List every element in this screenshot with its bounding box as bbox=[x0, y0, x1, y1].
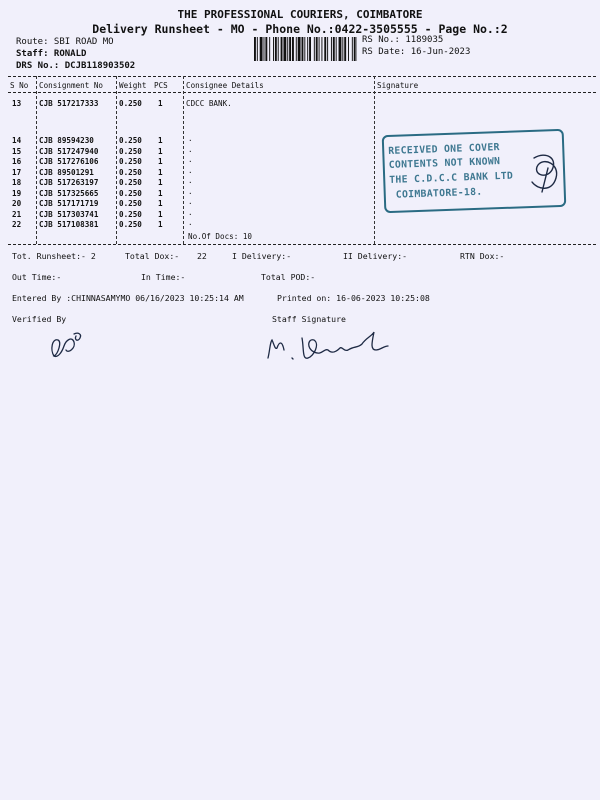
entered-by: Entered By :CHINNASAMYMO 06/16/2023 10:25:14 AM bbox=[12, 293, 244, 303]
drs-label: DRS No.: DCJB118903502 bbox=[16, 61, 136, 71]
barcode-bar bbox=[254, 37, 256, 61]
barcode-bar bbox=[269, 37, 270, 61]
row-consignee: . bbox=[188, 165, 193, 175]
row-consignee: CDCC BANK. bbox=[186, 99, 232, 108]
row-weight: 0.250 bbox=[119, 167, 142, 177]
barcode-bar bbox=[275, 37, 277, 61]
column-divider bbox=[116, 76, 117, 244]
barcode-bar bbox=[309, 37, 311, 61]
row-pcs: 1 bbox=[158, 188, 163, 198]
row-consignment: CJB 517108381 bbox=[39, 220, 99, 229]
barcode-bar bbox=[321, 37, 322, 61]
barcode-bar bbox=[264, 37, 265, 61]
barcode-bar bbox=[348, 37, 349, 61]
company-title: THE PROFESSIONAL COURIERS, COIMBATORE bbox=[177, 8, 423, 21]
row-weight: 0.250 bbox=[119, 99, 142, 108]
row-consignee: . bbox=[188, 144, 193, 154]
barcode-image bbox=[254, 37, 357, 61]
rs-date: RS Date: 16-Jun-2023 bbox=[362, 47, 471, 57]
row-consignment: CJB 517247940 bbox=[39, 146, 99, 156]
in-time: In Time:- bbox=[141, 272, 186, 282]
row-consignee: . bbox=[188, 207, 193, 217]
barcode-bar bbox=[260, 37, 263, 61]
row-consignee: . bbox=[188, 176, 193, 185]
header-consignment: Consignment No bbox=[39, 81, 104, 90]
table-top-rule bbox=[8, 76, 596, 77]
barcode-bar bbox=[304, 37, 305, 61]
header-consignee: Consignee Details bbox=[186, 81, 264, 90]
header-signature: Signature bbox=[377, 81, 419, 90]
row-sno: 18 bbox=[12, 178, 22, 187]
barcode-bar bbox=[333, 37, 335, 61]
row-weight: 0.250 bbox=[119, 220, 142, 229]
barcode-bar bbox=[354, 37, 356, 61]
staff-label: Staff: RONALD bbox=[16, 49, 87, 59]
barcode-bar bbox=[316, 37, 318, 61]
row-consignee: . bbox=[188, 218, 193, 227]
barcode-bar bbox=[273, 37, 274, 61]
row-pcs: 1 bbox=[158, 146, 163, 156]
runsheet-title: Delivery Runsheet - MO - Phone No.:0422-3505555 - Page No.:2 bbox=[92, 22, 508, 36]
row-consignment: CJB 517276106 bbox=[39, 157, 99, 166]
ii-delivery: II Delivery:- bbox=[343, 251, 408, 261]
row-consignment: CJB 517217333 bbox=[39, 99, 99, 108]
row-consignment: CJB 517303741 bbox=[39, 209, 99, 219]
barcode-bar bbox=[324, 37, 326, 61]
row-pcs: 1 bbox=[158, 167, 163, 177]
row-consignment: CJB 517171719 bbox=[39, 199, 99, 208]
row-consignee: . bbox=[188, 197, 193, 206]
row-pcs: 1 bbox=[158, 178, 163, 187]
barcode-bar bbox=[287, 37, 288, 61]
table-header-rule bbox=[8, 92, 596, 93]
printed-on: Printed on: 16-06-2023 10:25:08 bbox=[277, 293, 430, 303]
row-sno: 16 bbox=[12, 157, 22, 166]
barcode-bar bbox=[307, 37, 308, 61]
verified-by-label: Verified By bbox=[12, 314, 67, 324]
barcode-bar bbox=[336, 37, 337, 61]
total-dox-value: 22 bbox=[197, 251, 207, 261]
row-sno: 22 bbox=[12, 220, 22, 229]
stamp-line: RECEIVED ONE COVER bbox=[388, 142, 500, 157]
row-pcs: 1 bbox=[158, 157, 163, 166]
column-divider bbox=[36, 76, 37, 244]
column-divider bbox=[183, 76, 184, 244]
row-weight: 0.250 bbox=[119, 209, 142, 219]
row-weight: 0.250 bbox=[119, 157, 142, 166]
i-delivery: I Delivery:- bbox=[232, 251, 292, 261]
row-sno: 20 bbox=[12, 199, 22, 208]
total-runsheet: Tot. Runsheet:- 2 bbox=[12, 251, 96, 261]
row-sno: 17 bbox=[12, 167, 22, 177]
barcode-bar bbox=[339, 37, 342, 61]
row-sno: 15 bbox=[12, 146, 22, 156]
row-sno: 19 bbox=[12, 188, 22, 198]
barcode-bar bbox=[257, 37, 258, 61]
barcode-bar bbox=[319, 37, 320, 61]
barcode-bar bbox=[327, 37, 328, 61]
row-pcs: 1 bbox=[158, 99, 163, 108]
barcode-bar bbox=[265, 37, 267, 61]
row-sno: 21 bbox=[12, 209, 22, 219]
row-weight: 0.250 bbox=[119, 178, 142, 187]
row-pcs: 1 bbox=[158, 136, 163, 145]
out-time: Out Time:- bbox=[12, 272, 62, 282]
barcode-bar bbox=[292, 37, 294, 61]
column-divider bbox=[374, 76, 375, 244]
barcode-bar bbox=[352, 37, 353, 61]
row-consignment: CJB 517263197 bbox=[39, 178, 99, 187]
header-sno: S No bbox=[10, 81, 29, 90]
stamp-line: THE C.D.C.C BANK LTD bbox=[389, 170, 514, 186]
stamp-line: CONTENTS NOT KNOWN bbox=[388, 156, 501, 171]
header-pcs: PCS bbox=[154, 81, 168, 90]
barcode-bar bbox=[278, 37, 279, 61]
barcode-bar bbox=[342, 37, 343, 61]
barcode-bar bbox=[296, 37, 297, 61]
receiver-signature bbox=[518, 148, 568, 200]
verifier-initials bbox=[44, 328, 94, 364]
row-sno: 13 bbox=[12, 99, 22, 108]
row-pcs: 1 bbox=[158, 209, 163, 219]
barcode-bar bbox=[281, 37, 283, 61]
total-pod: Total POD:- bbox=[261, 272, 316, 282]
row-weight: 0.250 bbox=[119, 188, 142, 198]
row-sno: 14 bbox=[12, 136, 22, 145]
row-pcs: 1 bbox=[158, 220, 163, 229]
barcode-bar bbox=[298, 37, 301, 61]
staff-signature-label: Staff Signature bbox=[272, 314, 346, 324]
row-consignment: CJB 89501291 bbox=[39, 167, 94, 177]
barcode-bar bbox=[344, 37, 346, 61]
total-dox-label: Total Dox:- bbox=[125, 251, 180, 261]
row-weight: 0.250 bbox=[119, 199, 142, 208]
row-consignee: . bbox=[188, 134, 193, 143]
stamp-line: COIMBATORE-18. bbox=[395, 186, 483, 201]
row-consignee: . bbox=[188, 186, 193, 196]
staff-signature bbox=[262, 328, 394, 368]
barcode-bar bbox=[302, 37, 304, 61]
barcode-bar bbox=[289, 37, 291, 61]
no-of-docs: No.Of Docs: 10 bbox=[188, 232, 253, 241]
rs-number: RS No.: 1189035 bbox=[362, 35, 444, 45]
row-weight: 0.250 bbox=[119, 136, 142, 145]
row-weight: 0.250 bbox=[119, 146, 142, 156]
header-weight: Weight bbox=[119, 81, 147, 90]
table-bottom-rule bbox=[8, 244, 596, 245]
barcode-bar bbox=[314, 37, 315, 61]
barcode-bar bbox=[331, 37, 332, 61]
row-consignee: . bbox=[188, 155, 193, 164]
rtn-dox: RTN Dox:- bbox=[460, 251, 505, 261]
route-label: Route: SBI ROAD MO bbox=[16, 37, 114, 47]
row-consignment: CJB 89594230 bbox=[39, 136, 94, 145]
row-consignment: CJB 517325665 bbox=[39, 188, 99, 198]
row-pcs: 1 bbox=[158, 199, 163, 208]
barcode-bar bbox=[283, 37, 286, 61]
